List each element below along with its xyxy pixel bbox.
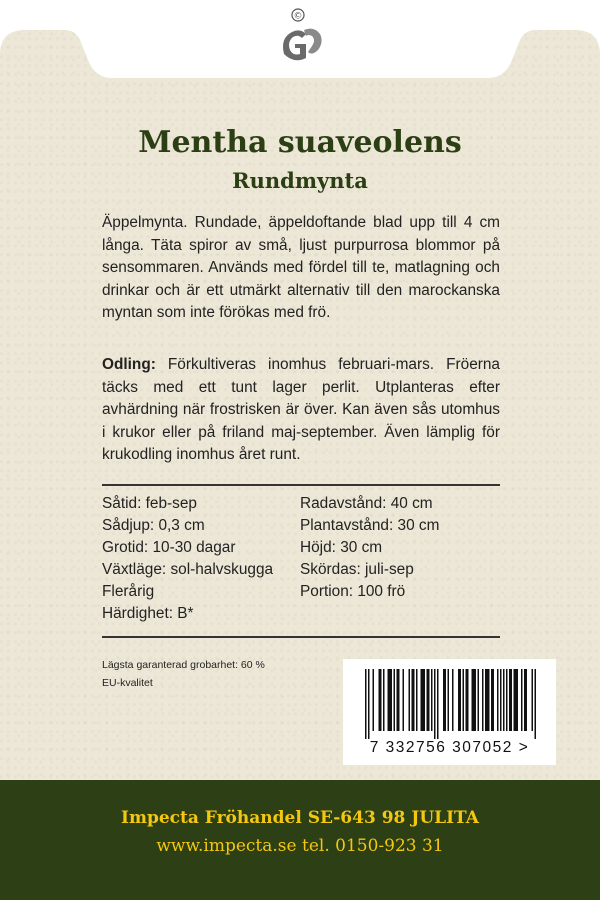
fact-portion: Portion: 100 frö: [300, 583, 406, 600]
facts-right-column: [300, 493, 439, 603]
fact-location: Växtläge: sol-halvskugga: [102, 561, 274, 578]
germination-note: Lägsta garanterad grobarhet: 60 %: [102, 659, 265, 671]
cultivation-paragraph: [102, 354, 500, 467]
cultivation-label: Odling:: [102, 356, 156, 373]
divider-bottom: [102, 636, 500, 638]
description-paragraph: Äppelmynta. Rundade, äppeldoftande blad upp till 4 cm långa. Täta spiror av små, ljust purpurrosa blommor på sensommaren. Används med fördel till te, matlagning och drinkar och är ett utmärkt alternativ till den marockanska myntan som inte förökas med frö.: [102, 214, 500, 321]
species-latin-title: Mentha suaveolens: [138, 125, 462, 160]
footer-band: [0, 780, 600, 900]
barcode-bars: [343, 659, 556, 739]
footer-company-address: Impecta Fröhandel SE-643 98 JULITA: [121, 808, 479, 828]
divider-top: [102, 484, 500, 486]
fact-height: Höjd: 30 cm: [300, 539, 383, 556]
barcode: [343, 659, 556, 765]
fact-hardiness: Härdighet: B*: [102, 605, 194, 622]
facts-left-column: [102, 493, 273, 625]
impecta-logo-icon: [278, 4, 324, 64]
fact-harvest: Skördas: juli-sep: [300, 561, 414, 578]
footer-contact: www.impecta.se tel. 0150-923 31: [156, 836, 444, 856]
species-common-name: Rundmynta: [232, 168, 368, 193]
fact-sowing-time: Såtid: feb-sep: [102, 495, 197, 512]
barcode-number: 7 332756 307052 >: [369, 739, 530, 756]
quality-note: EU-kvalitet: [102, 677, 153, 689]
fact-sowing-depth: Sådjup: 0,3 cm: [102, 517, 205, 534]
fact-plant-spacing: Plantavstånd: 30 cm: [300, 517, 440, 534]
fact-germination-time: Grotid: 10-30 dagar: [102, 539, 236, 556]
fact-row-spacing: Radavstånd: 40 cm: [300, 495, 433, 512]
cultivation-text: Förkultiveras inomhus februari-mars. Fröerna täcks med ett tunt lager perlit. Utplanteras efter avhärdning när frostrisken är över. Kan även sås utomhus i krukor eller på friland maj-september. Även lämplig för krukodling inomhus året runt.: [102, 356, 500, 463]
copyright-mark: ©: [293, 11, 303, 22]
fact-perennial: Flerårig: [102, 583, 155, 600]
